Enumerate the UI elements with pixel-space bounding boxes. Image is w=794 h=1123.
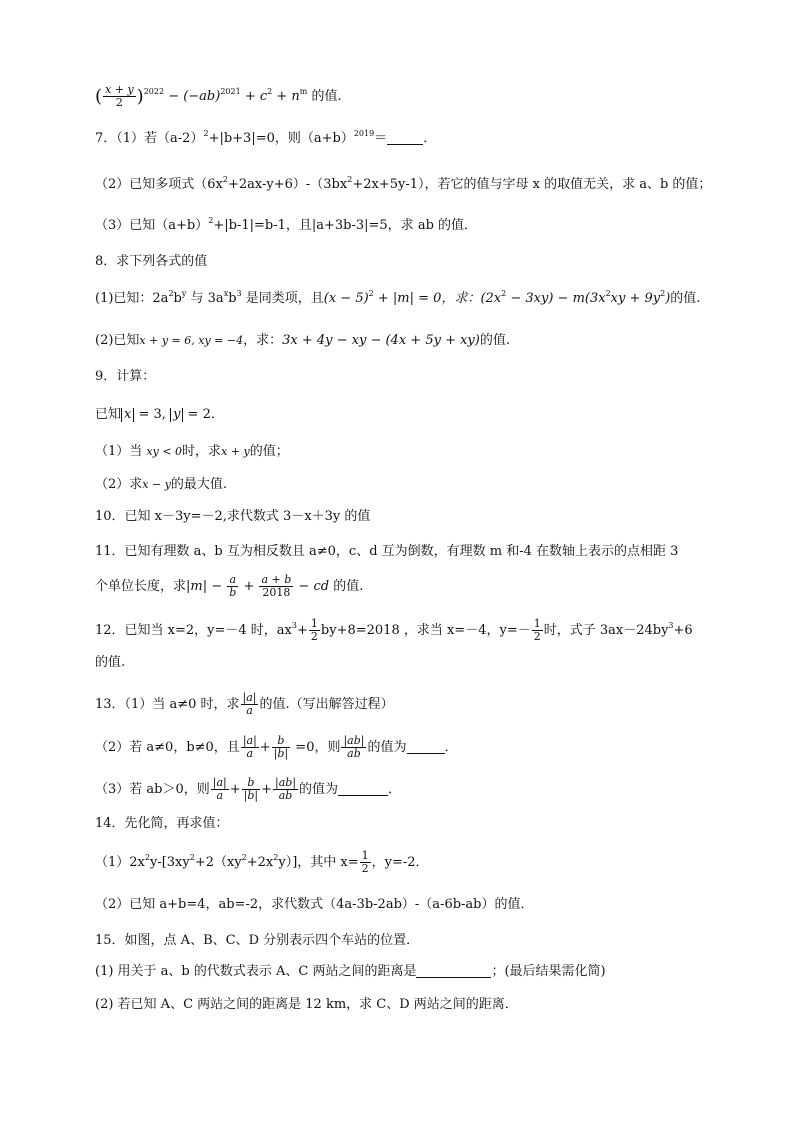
answer-blank[interactable] <box>387 130 423 145</box>
question-13-part-3: （3）若 ab＞0，则 $\frac{|a|}{a}$ + $\frac{b}{|b|}$ + $\frac{|ab|}{ab}$ 的值为 ． <box>95 776 402 802</box>
fraction: $\frac{|ab|}{ab}$ <box>275 776 297 802</box>
question-9-part-1: （1）当 xy < 0时，求x + y的值； <box>95 444 289 459</box>
fraction: $\frac{a}{b}$ <box>229 573 237 599</box>
question-15-part-2: (2) 若已知 A、C 两站之间的距离是 12 km，求 C、D 两站之间的距离． <box>95 997 518 1012</box>
answer-blank[interactable] <box>338 781 388 796</box>
question-14-part-1: $(1)2x^2y-[3xy^2+2(xy^2+2x^2y)]$，其中 x= $\frac{1}{2}$ ，y=-2． <box>95 849 429 875</box>
question-10: 10．已知 x－3y=－2,求代数式 3－x＋3y 的值 <box>95 509 371 524</box>
question-9-part-2: （2）求x − y的最大值. <box>95 477 228 492</box>
fraction: $\frac{|a|}{a}$ <box>242 691 257 717</box>
expression-line: ( $\frac{x + y}{2}$ )$^{2022} - (-ab)^{2021} + c^2 + n^m$ 的值. <box>95 83 342 109</box>
answer-blank[interactable] <box>416 963 491 978</box>
fraction: $\frac{a + b}{2018}$ <box>261 573 292 599</box>
fraction: $\frac{1}{2}$ <box>310 617 318 643</box>
fraction: $\frac{|a|}{a}$ <box>212 776 227 802</box>
question-8-part-2: (2)已知x + y = 6, xy = −4，求：3x + 4y − xy − (4x + 5y + xy)的值. <box>95 333 510 348</box>
fraction: $\frac{|ab|}{ab}$ <box>343 734 365 760</box>
fraction: $\frac{1}{2}$ <box>361 849 369 875</box>
question-8-part-1: (1)已知：$2a^2b^y$ 与 $3a^xb^3$ 是同类项，且$(x - 5)^2 + |m| = 0$，求：$(2x^2 - 3xy) - m(3x^2xy + 9y^2)$的值. <box>95 289 701 306</box>
fraction: $\frac{1}{2}$ <box>533 617 541 643</box>
fraction: $\frac{|a|}{a}$ <box>242 734 257 760</box>
answer-blank[interactable] <box>407 739 445 754</box>
question-9-title: 9．计算： <box>95 369 156 384</box>
question-7-part-1: 7．（1）若$(a-2)^2+|b+3|=0$，则$(a+b)^{2019}=$ ． <box>95 129 437 146</box>
question-14-part-2: （2）已知 a+b=4，ab=-2，求代数式（4a-3b-2ab）-（a-6b-ab）的值． <box>95 897 534 912</box>
question-8-title: 8．求下列各式的值 <box>95 254 208 269</box>
question-12-line-2: 的值. <box>95 655 126 670</box>
fraction: $\frac{b}{|b|}$ <box>243 776 259 802</box>
fraction: $\frac{x + y}{2}$ <box>105 83 134 109</box>
question-13-part-1: 13．（1）当 a≠0 时，求 $\frac{|a|}{a}$ 的值.（写出解答过程） <box>95 691 394 717</box>
question-13-part-2: （2）若 a≠0，b≠0，且 $\frac{|a|}{a}$ + $\frac{b}{|b|}$ =0，则 $\frac{|ab|}{ab}$ 的值为 ． <box>95 734 458 760</box>
question-7-part-2: （2）已知多项式$(6x^2+2ax-y+6)-(3bx^2+2x+5y-1)$，若它的值与字母 x 的取值无关，求 a、b 的值； <box>95 175 712 192</box>
question-7-part-3: （3）已知$(a+b)^2+|b-1|=b-1$，且|a+3b-3|=5，求 ab 的值． <box>95 216 478 233</box>
fraction: $\frac{b}{|b|}$ <box>273 734 289 760</box>
question-9-given: 已知 x = 3, y = 2． <box>95 407 224 422</box>
question-14-title: 14．先化简，再求值： <box>95 816 229 831</box>
question-11-line-1: 11．已知有理数 a、b 互为相反数且 a≠0，c、d 互为倒数，有理数 m 和-4 在数轴上表示的点相距 3 <box>95 544 679 559</box>
question-15-title: 15．如图，点 A、B、C、D 分别表示四个车站的位置． <box>95 933 420 948</box>
question-12-line-1: 12．已知当 x=2，y=－4 时，$ax^3+$ $\frac{1}{2}$ by+8=2018 ，求当 x=－4，y=－ $\frac{1}{2}$ 时，式子 $3ax-24by^3+6$ <box>95 617 693 643</box>
question-15-part-1: (1) 用关于 a、b 的代数式表示 A、C 两站之间的距离是 ；(最后结果需化简) <box>95 964 606 979</box>
question-11-line-2: 个单位长度，求|m| − $\frac{a}{b}$ + $\frac{a + b}{2018}$ − cd 的值. <box>95 573 364 599</box>
